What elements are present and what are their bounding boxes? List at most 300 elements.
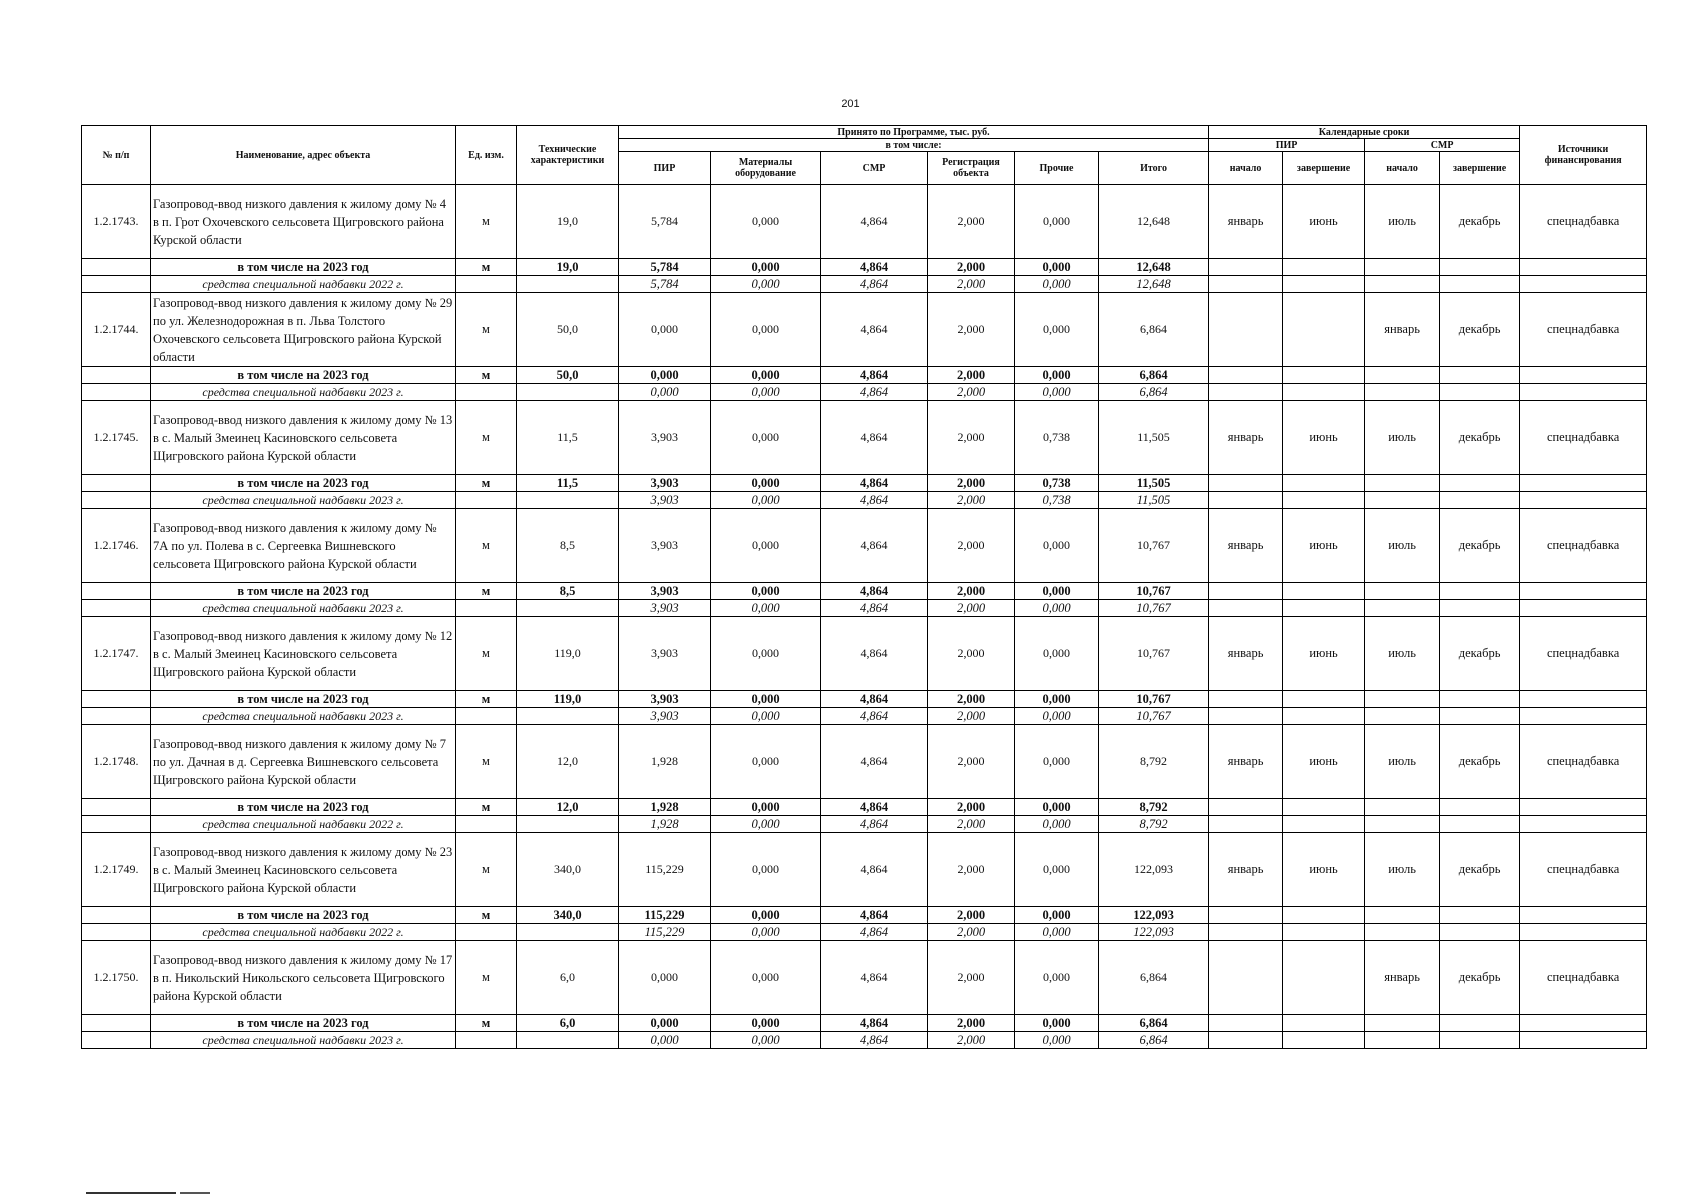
header-pir-end: завершение xyxy=(1283,152,1365,185)
source-other: 0,000 xyxy=(1015,1032,1099,1049)
source-reg: 2,000 xyxy=(928,1032,1015,1049)
cell-smr: 4,864 xyxy=(821,617,928,691)
cell-smr-end: декабрь xyxy=(1440,509,1520,583)
empty-cell xyxy=(1209,475,1283,492)
year-label: в том числе на 2023 год xyxy=(151,907,456,924)
source-materials: 0,000 xyxy=(711,384,821,401)
cell-total: 6,864 xyxy=(1099,293,1209,367)
empty-cell xyxy=(1365,583,1440,600)
header-other: Прочие xyxy=(1015,152,1099,185)
source-materials: 0,000 xyxy=(711,816,821,833)
cell-pir: 5,784 xyxy=(619,185,711,259)
year-pir: 3,903 xyxy=(619,583,711,600)
year-other: 0,000 xyxy=(1015,907,1099,924)
source-reg: 2,000 xyxy=(928,276,1015,293)
empty-cell xyxy=(1520,259,1647,276)
empty-cell xyxy=(1209,799,1283,816)
source-label: средства специальной надбавки 2023 г. xyxy=(151,384,456,401)
empty-cell xyxy=(1520,708,1647,725)
empty-cell xyxy=(1209,816,1283,833)
cell-registration: 2,000 xyxy=(928,509,1015,583)
cell-pir-end: июнь xyxy=(1283,185,1365,259)
year-smr: 4,864 xyxy=(821,799,928,816)
empty-cell xyxy=(1520,816,1647,833)
empty-cell xyxy=(1520,691,1647,708)
year-pir: 0,000 xyxy=(619,1015,711,1032)
year-reg: 2,000 xyxy=(928,367,1015,384)
year-label: в том числе на 2023 год xyxy=(151,583,456,600)
empty-cell xyxy=(1209,1015,1283,1032)
empty-cell xyxy=(1440,1015,1520,1032)
source-other: 0,000 xyxy=(1015,816,1099,833)
year-subtotal-row xyxy=(82,583,1647,600)
empty-cell xyxy=(1365,259,1440,276)
source-subtotal-row xyxy=(82,1032,1647,1049)
object-tech: 340,0 xyxy=(517,833,619,907)
source-smr: 4,864 xyxy=(821,1032,928,1049)
cell-materials: 0,000 xyxy=(711,401,821,475)
year-smr: 4,864 xyxy=(821,475,928,492)
year-pir: 1,928 xyxy=(619,799,711,816)
object-tech: 19,0 xyxy=(517,185,619,259)
empty-cell xyxy=(82,600,151,617)
source-materials: 0,000 xyxy=(711,924,821,941)
empty-cell xyxy=(1365,691,1440,708)
year-tech: 8,5 xyxy=(517,583,619,600)
empty-cell xyxy=(82,259,151,276)
year-other: 0,000 xyxy=(1015,799,1099,816)
year-pir: 3,903 xyxy=(619,475,711,492)
source-label: средства специальной надбавки 2023 г. xyxy=(151,1032,456,1049)
source-reg: 2,000 xyxy=(928,600,1015,617)
cell-pir: 3,903 xyxy=(619,509,711,583)
empty-cell xyxy=(1365,799,1440,816)
cell-smr-start: июль xyxy=(1365,617,1440,691)
object-name: Газопровод-ввод низкого давления к жилому дому № 12 в с. Малый Змеинец Касиновского сельсовета Щигровского района Курской области xyxy=(151,617,456,691)
empty-cell xyxy=(82,708,151,725)
source-smr: 4,864 xyxy=(821,600,928,617)
source-pir: 115,229 xyxy=(619,924,711,941)
cell-registration: 2,000 xyxy=(928,401,1015,475)
empty-cell xyxy=(1440,583,1520,600)
source-reg: 2,000 xyxy=(928,924,1015,941)
object-unit: м xyxy=(456,725,517,799)
cell-pir-start: январь xyxy=(1209,401,1283,475)
cell-source: спецнадбавка xyxy=(1520,509,1647,583)
cell-materials: 0,000 xyxy=(711,833,821,907)
cell-pir-start xyxy=(1209,293,1283,367)
cell-pir: 3,903 xyxy=(619,401,711,475)
header-pir-start: начало xyxy=(1209,152,1283,185)
cell-smr-end: декабрь xyxy=(1440,617,1520,691)
object-name: Газопровод-ввод низкого давления к жилому дому № 13 в с. Малый Змеинец Касиновского сельсовета Щигровского района Курской области xyxy=(151,401,456,475)
cell-smr: 4,864 xyxy=(821,185,928,259)
cell-pir: 3,903 xyxy=(619,617,711,691)
empty-cell xyxy=(517,924,619,941)
year-pir: 5,784 xyxy=(619,259,711,276)
empty-cell xyxy=(1520,583,1647,600)
empty-cell xyxy=(1520,384,1647,401)
empty-cell xyxy=(517,492,619,509)
cell-other: 0,000 xyxy=(1015,185,1099,259)
cell-materials: 0,000 xyxy=(711,725,821,799)
year-subtotal-row xyxy=(82,1015,1647,1032)
empty-cell xyxy=(1520,475,1647,492)
cell-pir-end: июнь xyxy=(1283,833,1365,907)
empty-cell xyxy=(1520,924,1647,941)
year-materials: 0,000 xyxy=(711,1015,821,1032)
empty-cell xyxy=(456,1032,517,1049)
cell-smr-start: июль xyxy=(1365,185,1440,259)
cell-source: спецнадбавка xyxy=(1520,185,1647,259)
empty-cell xyxy=(1209,259,1283,276)
empty-cell xyxy=(1365,1015,1440,1032)
object-name: Газопровод-ввод низкого давления к жилому дому № 4 в п. Грот Охочевского сельсовета Щигровского района Курской области xyxy=(151,185,456,259)
cell-other: 0,000 xyxy=(1015,725,1099,799)
cell-source: спецнадбавка xyxy=(1520,833,1647,907)
cell-materials: 0,000 xyxy=(711,941,821,1015)
empty-cell xyxy=(82,1032,151,1049)
empty-cell xyxy=(1365,384,1440,401)
source-subtotal-row xyxy=(82,276,1647,293)
cell-registration: 2,000 xyxy=(928,617,1015,691)
source-pir: 0,000 xyxy=(619,384,711,401)
header-including: в том числе: xyxy=(619,139,1209,152)
year-reg: 2,000 xyxy=(928,907,1015,924)
source-other: 0,738 xyxy=(1015,492,1099,509)
year-total: 10,767 xyxy=(1099,691,1209,708)
source-smr: 4,864 xyxy=(821,492,928,509)
cell-materials: 0,000 xyxy=(711,509,821,583)
cell-pir-start xyxy=(1209,941,1283,1015)
source-other: 0,000 xyxy=(1015,708,1099,725)
year-tech: 12,0 xyxy=(517,799,619,816)
cell-smr-start: июль xyxy=(1365,833,1440,907)
object-name: Газопровод-ввод низкого давления к жилому дому № 7 по ул. Дачная в д. Сергеевка Вишневского сельсовета Щигровского района Курской области xyxy=(151,725,456,799)
year-materials: 0,000 xyxy=(711,259,821,276)
header-calendar: Календарные сроки xyxy=(1209,126,1520,139)
source-reg: 2,000 xyxy=(928,384,1015,401)
cell-pir-end: июнь xyxy=(1283,401,1365,475)
source-pir: 0,000 xyxy=(619,1032,711,1049)
empty-cell xyxy=(1283,384,1365,401)
year-unit: м xyxy=(456,1015,517,1032)
header-registration: Регистрация объекта xyxy=(928,152,1015,185)
empty-cell xyxy=(1283,367,1365,384)
header-num: № п/п xyxy=(82,126,151,185)
table-row xyxy=(82,833,1647,907)
empty-cell xyxy=(1283,600,1365,617)
source-subtotal-row xyxy=(82,384,1647,401)
cell-registration: 2,000 xyxy=(928,725,1015,799)
cell-pir-start: январь xyxy=(1209,833,1283,907)
empty-cell xyxy=(456,384,517,401)
source-total: 6,864 xyxy=(1099,1032,1209,1049)
cell-other: 0,000 xyxy=(1015,293,1099,367)
year-other: 0,000 xyxy=(1015,583,1099,600)
year-smr: 4,864 xyxy=(821,1015,928,1032)
empty-cell xyxy=(1365,708,1440,725)
object-number: 1.2.1747. xyxy=(82,617,151,691)
year-label: в том числе на 2023 год xyxy=(151,475,456,492)
year-reg: 2,000 xyxy=(928,475,1015,492)
year-reg: 2,000 xyxy=(928,583,1015,600)
empty-cell xyxy=(1440,924,1520,941)
empty-cell xyxy=(1209,583,1283,600)
header-accepted: Принято по Программе, тыс. руб. xyxy=(619,126,1209,139)
empty-cell xyxy=(517,276,619,293)
object-tech: 50,0 xyxy=(517,293,619,367)
empty-cell xyxy=(1440,259,1520,276)
cell-other: 0,000 xyxy=(1015,833,1099,907)
empty-cell xyxy=(1283,1015,1365,1032)
cell-materials: 0,000 xyxy=(711,617,821,691)
source-subtotal-row xyxy=(82,600,1647,617)
cell-pir-end: июнь xyxy=(1283,509,1365,583)
year-unit: м xyxy=(456,907,517,924)
object-name: Газопровод-ввод низкого давления к жилому дому № 7А по ул. Полева в с. Сергеевка Вишневского сельсовета Щигровского района Курской области xyxy=(151,509,456,583)
year-total: 12,648 xyxy=(1099,259,1209,276)
cell-smr: 4,864 xyxy=(821,401,928,475)
source-label: средства специальной надбавки 2022 г. xyxy=(151,816,456,833)
cell-smr-end: декабрь xyxy=(1440,185,1520,259)
empty-cell xyxy=(1209,924,1283,941)
table-body xyxy=(82,185,1647,1049)
cell-other: 0,000 xyxy=(1015,617,1099,691)
source-other: 0,000 xyxy=(1015,600,1099,617)
object-name: Газопровод-ввод низкого давления к жилому дому № 17 в п. Никольский Никольского сельсовета Щигровского района Курской области xyxy=(151,941,456,1015)
object-number: 1.2.1745. xyxy=(82,401,151,475)
table-row xyxy=(82,725,1647,799)
year-unit: м xyxy=(456,583,517,600)
cell-pir-end: июнь xyxy=(1283,725,1365,799)
year-subtotal-row xyxy=(82,907,1647,924)
empty-cell xyxy=(1440,492,1520,509)
cell-pir: 0,000 xyxy=(619,293,711,367)
empty-cell xyxy=(1440,600,1520,617)
empty-cell xyxy=(1440,384,1520,401)
source-other: 0,000 xyxy=(1015,924,1099,941)
object-tech: 6,0 xyxy=(517,941,619,1015)
cell-source: спецнадбавка xyxy=(1520,725,1647,799)
cell-total: 11,505 xyxy=(1099,401,1209,475)
year-unit: м xyxy=(456,475,517,492)
year-pir: 3,903 xyxy=(619,691,711,708)
year-subtotal-row xyxy=(82,259,1647,276)
object-name: Газопровод-ввод низкого давления к жилому дому № 23 в с. Малый Змеинец Касиновского сельсовета Щигровского района Курской области xyxy=(151,833,456,907)
year-other: 0,000 xyxy=(1015,367,1099,384)
source-label: средства специальной надбавки 2022 г. xyxy=(151,276,456,293)
source-reg: 2,000 xyxy=(928,708,1015,725)
header-tech: Технические характеристики xyxy=(517,126,619,185)
year-unit: м xyxy=(456,691,517,708)
source-smr: 4,864 xyxy=(821,816,928,833)
source-total: 8,792 xyxy=(1099,816,1209,833)
cell-source: спецнадбавка xyxy=(1520,293,1647,367)
cell-other: 0,738 xyxy=(1015,401,1099,475)
table-row xyxy=(82,401,1647,475)
cell-total: 6,864 xyxy=(1099,941,1209,1015)
cell-smr-end: декабрь xyxy=(1440,725,1520,799)
source-pir: 3,903 xyxy=(619,708,711,725)
cell-smr-end: декабрь xyxy=(1440,401,1520,475)
empty-cell xyxy=(1440,708,1520,725)
year-reg: 2,000 xyxy=(928,1015,1015,1032)
table-header xyxy=(82,126,1647,185)
year-subtotal-row xyxy=(82,799,1647,816)
cell-pir: 115,229 xyxy=(619,833,711,907)
header-cal-smr: СМР xyxy=(1365,139,1520,152)
source-reg: 2,000 xyxy=(928,816,1015,833)
empty-cell xyxy=(456,276,517,293)
year-total: 10,767 xyxy=(1099,583,1209,600)
cell-source: спецнадбавка xyxy=(1520,941,1647,1015)
object-unit: м xyxy=(456,509,517,583)
empty-cell xyxy=(1365,816,1440,833)
year-total: 6,864 xyxy=(1099,367,1209,384)
cell-smr-end: декабрь xyxy=(1440,833,1520,907)
object-tech: 8,5 xyxy=(517,509,619,583)
cell-smr: 4,864 xyxy=(821,293,928,367)
empty-cell xyxy=(1283,924,1365,941)
empty-cell xyxy=(1283,276,1365,293)
table-row xyxy=(82,293,1647,367)
empty-cell xyxy=(1283,1032,1365,1049)
year-pir: 115,229 xyxy=(619,907,711,924)
source-subtotal-row xyxy=(82,816,1647,833)
cell-other: 0,000 xyxy=(1015,941,1099,1015)
year-label: в том числе на 2023 год xyxy=(151,367,456,384)
empty-cell xyxy=(82,475,151,492)
cell-pir-start: январь xyxy=(1209,725,1283,799)
empty-cell xyxy=(1209,367,1283,384)
empty-cell xyxy=(1520,367,1647,384)
empty-cell xyxy=(1520,1015,1647,1032)
year-total: 6,864 xyxy=(1099,1015,1209,1032)
source-smr: 4,864 xyxy=(821,708,928,725)
year-total: 122,093 xyxy=(1099,907,1209,924)
cell-pir-start: январь xyxy=(1209,185,1283,259)
object-number: 1.2.1746. xyxy=(82,509,151,583)
source-smr: 4,864 xyxy=(821,276,928,293)
year-materials: 0,000 xyxy=(711,799,821,816)
year-smr: 4,864 xyxy=(821,259,928,276)
empty-cell xyxy=(1209,691,1283,708)
empty-cell xyxy=(82,276,151,293)
source-materials: 0,000 xyxy=(711,600,821,617)
object-number: 1.2.1744. xyxy=(82,293,151,367)
cell-other: 0,000 xyxy=(1015,509,1099,583)
year-unit: м xyxy=(456,367,517,384)
object-number: 1.2.1749. xyxy=(82,833,151,907)
source-materials: 0,000 xyxy=(711,492,821,509)
source-label: средства специальной надбавки 2023 г. xyxy=(151,708,456,725)
object-name: Газопровод-ввод низкого давления к жилому дому № 29 по ул. Железнодорожная в п. Льва Толстого Охочевского сельсовета Щигровского района Курской области xyxy=(151,293,456,367)
empty-cell xyxy=(1209,384,1283,401)
year-smr: 4,864 xyxy=(821,583,928,600)
source-materials: 0,000 xyxy=(711,276,821,293)
source-pir: 5,784 xyxy=(619,276,711,293)
cell-smr-start: июль xyxy=(1365,725,1440,799)
cell-total: 122,093 xyxy=(1099,833,1209,907)
empty-cell xyxy=(1365,492,1440,509)
object-unit: м xyxy=(456,617,517,691)
object-tech: 12,0 xyxy=(517,725,619,799)
scan-artifact-line xyxy=(180,1192,210,1194)
object-unit: м xyxy=(456,401,517,475)
source-materials: 0,000 xyxy=(711,708,821,725)
source-total: 122,093 xyxy=(1099,924,1209,941)
empty-cell xyxy=(82,816,151,833)
empty-cell xyxy=(1520,907,1647,924)
empty-cell xyxy=(82,492,151,509)
empty-cell xyxy=(82,583,151,600)
empty-cell xyxy=(1283,492,1365,509)
year-other: 0,000 xyxy=(1015,1015,1099,1032)
empty-cell xyxy=(1209,492,1283,509)
cell-registration: 2,000 xyxy=(928,185,1015,259)
year-label: в том числе на 2023 год xyxy=(151,691,456,708)
year-label: в том числе на 2023 год xyxy=(151,1015,456,1032)
year-tech: 50,0 xyxy=(517,367,619,384)
object-unit: м xyxy=(456,833,517,907)
cell-smr: 4,864 xyxy=(821,833,928,907)
empty-cell xyxy=(1520,799,1647,816)
empty-cell xyxy=(82,907,151,924)
year-tech: 6,0 xyxy=(517,1015,619,1032)
cell-smr: 4,864 xyxy=(821,725,928,799)
empty-cell xyxy=(1283,708,1365,725)
page-number: 201 xyxy=(841,98,860,110)
cell-smr-start: январь xyxy=(1365,941,1440,1015)
table-row xyxy=(82,185,1647,259)
cell-total: 10,767 xyxy=(1099,509,1209,583)
empty-cell xyxy=(456,924,517,941)
source-other: 0,000 xyxy=(1015,384,1099,401)
empty-cell xyxy=(1440,475,1520,492)
year-materials: 0,000 xyxy=(711,475,821,492)
empty-cell xyxy=(1365,475,1440,492)
year-materials: 0,000 xyxy=(711,367,821,384)
empty-cell xyxy=(1520,1032,1647,1049)
object-tech: 11,5 xyxy=(517,401,619,475)
year-label: в том числе на 2023 год xyxy=(151,259,456,276)
year-pir: 0,000 xyxy=(619,367,711,384)
source-materials: 0,000 xyxy=(711,1032,821,1049)
empty-cell xyxy=(1209,276,1283,293)
source-label: средства специальной надбавки 2022 г. xyxy=(151,924,456,941)
empty-cell xyxy=(517,600,619,617)
object-unit: м xyxy=(456,941,517,1015)
year-reg: 2,000 xyxy=(928,799,1015,816)
empty-cell xyxy=(456,600,517,617)
empty-cell xyxy=(1283,816,1365,833)
cell-smr-end: декабрь xyxy=(1440,293,1520,367)
cell-smr: 4,864 xyxy=(821,941,928,1015)
empty-cell xyxy=(1365,367,1440,384)
cell-pir: 1,928 xyxy=(619,725,711,799)
year-materials: 0,000 xyxy=(711,907,821,924)
source-label: средства специальной надбавки 2023 г. xyxy=(151,492,456,509)
empty-cell xyxy=(1520,492,1647,509)
empty-cell xyxy=(1520,600,1647,617)
year-other: 0,000 xyxy=(1015,691,1099,708)
source-pir: 3,903 xyxy=(619,492,711,509)
empty-cell xyxy=(456,816,517,833)
source-pir: 3,903 xyxy=(619,600,711,617)
header-cal-pir: ПИР xyxy=(1209,139,1365,152)
empty-cell xyxy=(1440,799,1520,816)
